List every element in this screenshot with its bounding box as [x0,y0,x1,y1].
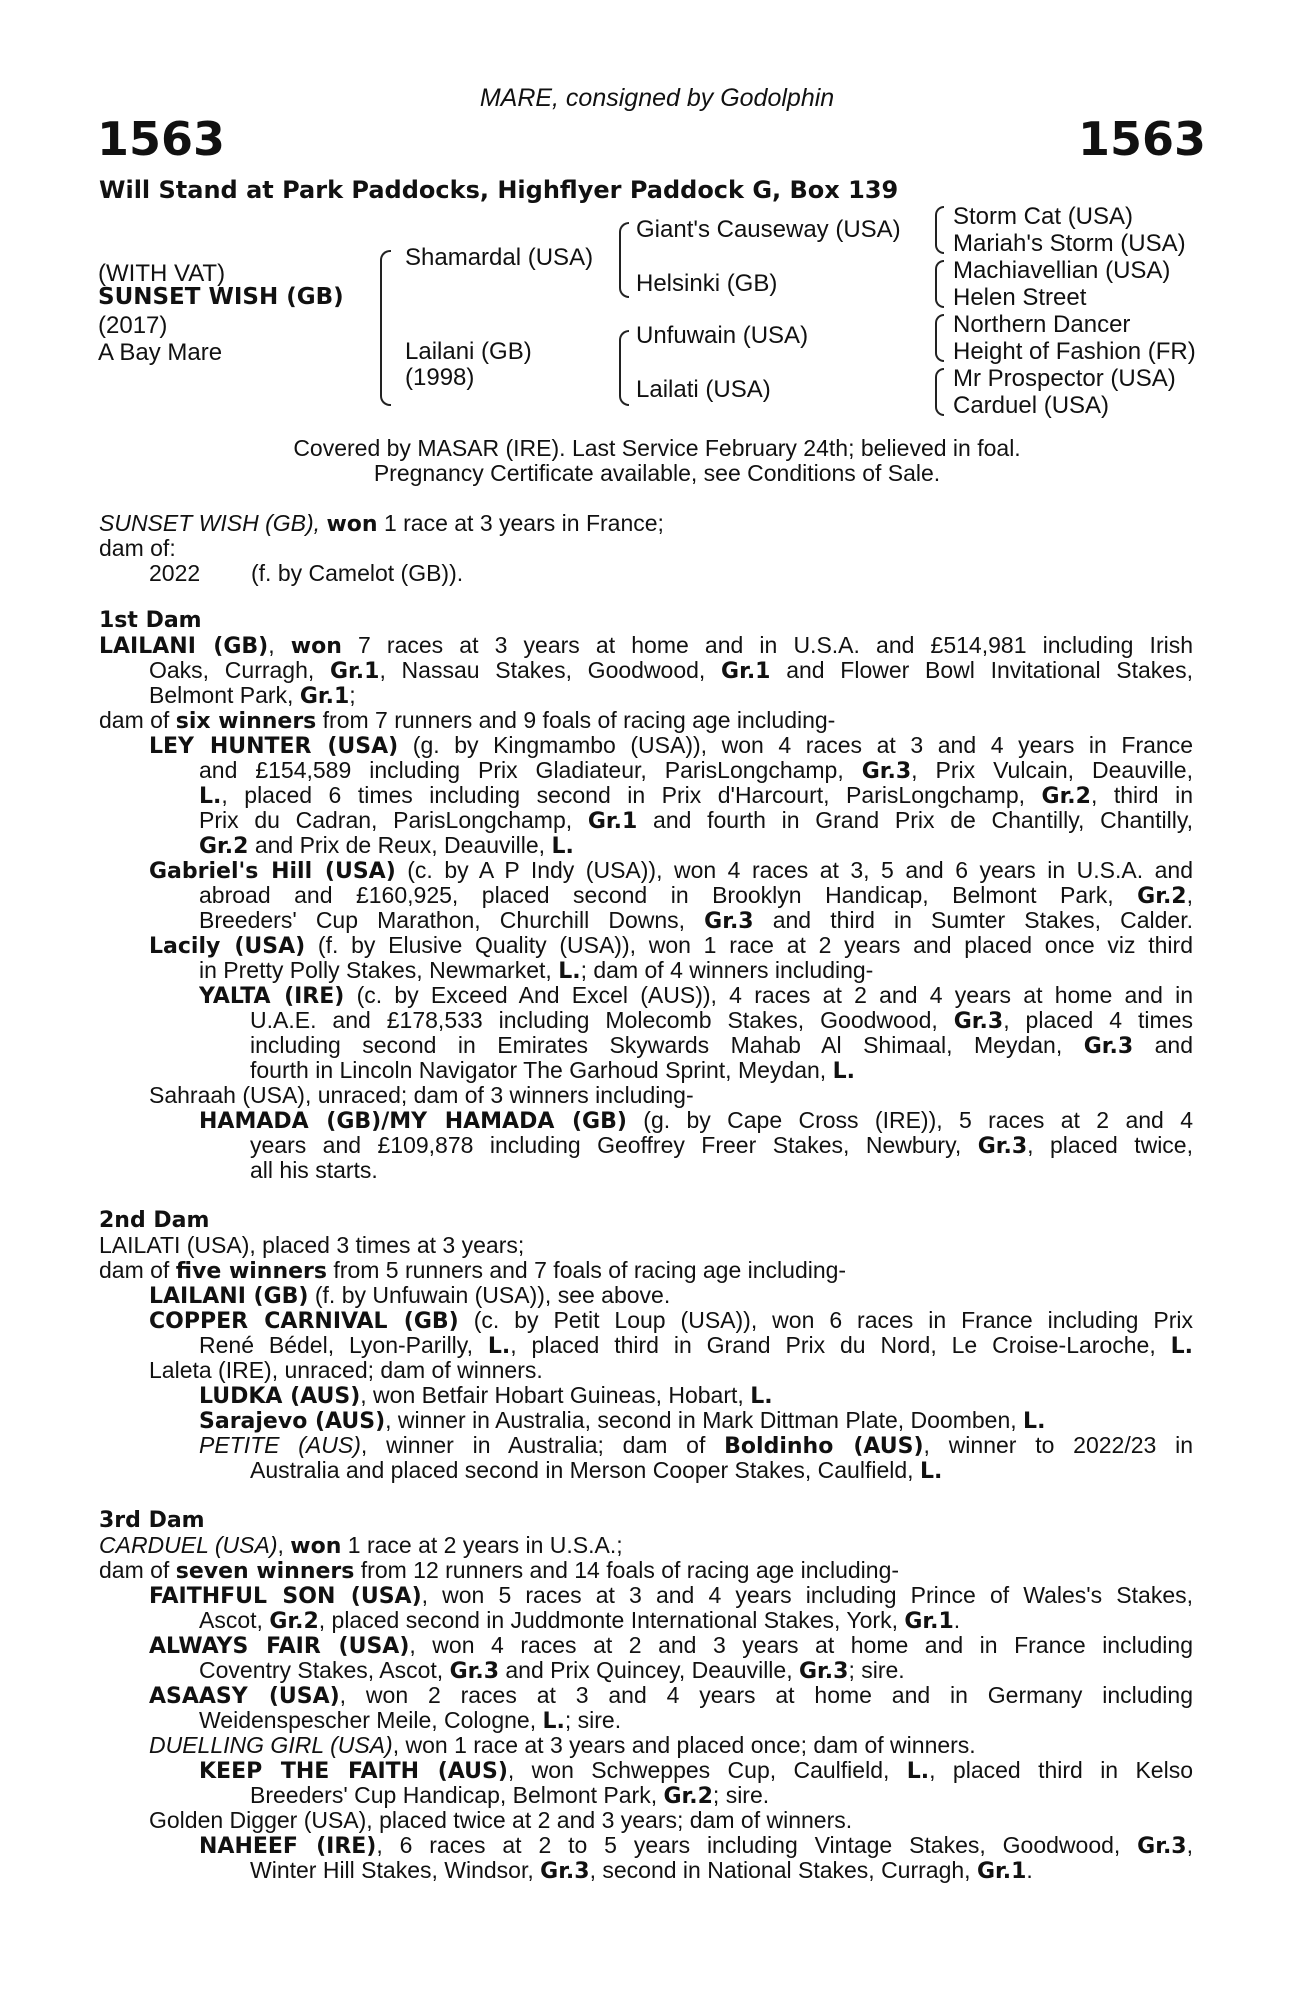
text-run: all his starts. [250,1157,378,1183]
text-run: dam of [99,707,176,733]
text-run: , third in [1090,783,1193,808]
bold-run: ASAASY (USA) [149,1684,340,1709]
first-dam-line [99,708,835,735]
text-run: and Prix de Reux, Deauville, [248,832,552,858]
mare-name: SUNSET WISH (GB), [99,510,321,536]
text-run: , 6 races at 2 to 5 years including Vintage Stakes, Goodwood, [376,1833,1138,1858]
text-run: Coventry Stakes, Ascot, [199,1657,450,1683]
second-dam-line [199,1433,1193,1460]
text-run: abroad and £160,925, placed second in Brooklyn Handicap, Belmont Park, [199,883,1138,908]
stand-location: Will Stand at Park Paddocks, Highflyer Paddock G, Box 139 [99,176,899,204]
second-dam-line [199,1408,1045,1435]
text-run: Laleta (IRE), unraced; dam of winners. [149,1357,543,1383]
ancestor-3: Machiavellian (USA) [953,257,1171,284]
text-run: , won Betfair Hobart Guineas, Hobart, [360,1382,751,1408]
text-run: , [268,633,291,658]
produce-intro [99,511,664,538]
bold-run: Gr.3 [861,759,912,784]
text-run: from 12 runners and 14 foals of racing age including- [354,1557,900,1583]
bold-run: LEY HUNTER (USA) [149,734,399,759]
pedigree-bracket-main [380,250,391,406]
third-dam-line [99,1533,623,1560]
produce-detail: (f. by Camelot (GB)). [251,560,464,586]
covered-line-2: Pregnancy Certificate available, see Conditions of Sale. [373,460,941,486]
text-run: 1 race at 2 years in U.S.A.; [341,1532,623,1558]
italic-run: DUELLING GIRL (USA) [149,1732,393,1758]
second-dam-line [149,1308,1193,1335]
bold-run: Gr.3 [977,1134,1028,1159]
bold-run: HAMADA (GB)/MY HAMADA (GB) [199,1109,627,1134]
bold-run: Gr.2 [1041,784,1091,809]
dam: Lailani (GB) [405,338,532,365]
bold-run: Gr.1 [330,659,380,684]
first-dam-line [149,658,1193,685]
text-run: ; [349,682,356,708]
text-run: Prix du Cadran, ParisLongchamp, [199,808,588,833]
first-dam-line [99,633,1193,660]
second-dam-line [149,1283,670,1310]
first-dam-line [250,1058,855,1085]
text-run: , winner in Australia; dam of [360,1433,725,1458]
text-run: , Prix Vulcain, Deauville, [911,758,1193,783]
text-run: , winner to 2022/23 in [923,1433,1193,1458]
bold-run: Sarajevo (AUS) [199,1409,386,1434]
second-dam-line [250,1458,942,1485]
first-dam-line [199,783,1193,810]
first-dam-line [149,933,1193,960]
bold-run: Gr.2 [199,834,249,859]
bold-run: Gr.3 [1083,1034,1134,1059]
bold-run: KEEP THE FAITH (AUS) [199,1759,508,1784]
second-dam-heading: 2nd Dam [99,1208,210,1233]
first-dam-line [250,1133,1193,1160]
text-run: (g. by Cape Cross (IRE)), 5 races at 2 and 4 [626,1108,1193,1133]
first-dam-line [199,958,873,985]
first-dam-line [199,983,1193,1010]
ancestor-2: Mariah's Storm (USA) [953,230,1186,257]
bold-run: L. [750,1384,773,1409]
text-run: (f. by Elusive Quality (USA)), won 1 race at 2 years and placed once viz third [305,933,1193,958]
second-dam-line [149,1358,543,1384]
first-dam-line [199,833,574,860]
bold-run: L. [1170,1334,1193,1359]
gen3-bracket-4 [935,368,944,416]
covered-line-1: Covered by MASAR (IRE). Last Service February 24th; believed in foal. [293,435,1021,461]
bold-run: Gr.1 [976,1859,1027,1884]
lot-number-right: 1563 [1077,112,1206,166]
bold-run: L. [1023,1409,1046,1434]
first-dam-line [250,1033,1193,1060]
text-run: Australia and placed second in Merson Cooper Stakes, Caulfield, [250,1457,920,1483]
first-dam-heading: 1st Dam [99,608,202,633]
text-run: , placed 4 times [1003,1008,1193,1033]
text-run: , placed third in Grand Prix du Nord, Le Croise-Laroche, [510,1333,1171,1358]
third-dam-line [149,1808,852,1834]
text-run: Breeders' Cup Marathon, Churchill Downs, [199,908,705,933]
bold-run: L. [832,1059,855,1084]
text-run: , won 5 races at 3 and 4 years including Prince of Wales's Stakes, [421,1583,1193,1608]
bold-run: NAHEEF (IRE) [199,1834,377,1859]
text-run: LAILATI (USA), placed 3 times at 3 years; [99,1232,525,1258]
lot-number-left: 1563 [97,112,226,166]
italic-run: PETITE (AUS) [199,1433,361,1458]
first-dam-line [149,1083,694,1109]
third-dam-line [149,1683,1193,1710]
bold-run: LUDKA (AUS) [199,1384,361,1409]
text-run: ; sire. [564,1707,622,1733]
bold-run: L. [551,834,574,859]
third-dam-line [149,1633,1193,1660]
ancestor-1: Storm Cat (USA) [953,203,1134,230]
third-dam-line [199,1708,621,1735]
text-run: 7 races at 3 years at home and in U.S.A. and £514,981 including Irish [341,633,1193,658]
text-run: and [1133,1033,1193,1058]
text-run: Oaks, Curragh, [149,658,330,683]
text-run: René Bédel, Lyon-Parilly, [199,1333,488,1358]
text-run: , placed second in Juddmonte International Stakes, York, [318,1607,905,1633]
text-run: ; dam of 4 winners including- [580,957,874,983]
bold-run: L. [906,1759,930,1784]
bold-run: Gr.3 [449,1659,499,1684]
text-run: and Prix Quincey, Deauville, [499,1657,799,1683]
text-run: Ascot, [199,1607,270,1633]
third-dam-line [199,1608,960,1635]
text-run: (c. by Petit Loup (USA)), won 6 races in France including Prix [458,1308,1193,1333]
bold-run: Gr.3 [1137,1834,1187,1859]
second-dam-line [199,1333,1193,1360]
text-run: U.A.E. and £178,533 including Molecomb Stakes, Goodwood, [250,1008,954,1033]
bold-run: Gr.1 [721,659,771,684]
text-run: , Nassau Stakes, Goodwood, [379,658,722,683]
text-run: , winner in Australia, second in Mark Dittman Plate, Doomben, [385,1407,1024,1433]
text-run: , placed 6 times including second in Prix d'Harcourt, ParisLongchamp, [221,783,1042,808]
text-run: , [1186,1833,1193,1858]
third-dam-line [199,1833,1193,1860]
first-dam-line [199,1108,1193,1135]
text-run: (g. by Kingmambo (USA)), won 4 races at 3 and 4 years in France [398,733,1193,758]
text-run: , second in National Stakes, Curragh, [589,1857,977,1883]
bold-run: Gr.2 [663,1784,713,1809]
bold-run: five winners [175,1259,328,1284]
bold-run: Gr.1 [904,1609,954,1634]
dam-dam: Lailati (USA) [636,376,771,403]
produce-year: 2022 [149,560,201,586]
first-dam-line [199,883,1193,910]
horse-year: (2017) [98,312,168,339]
gen3-bracket-1 [935,206,944,254]
third-dam-line [149,1583,1193,1610]
horse-name: SUNSET WISH (GB) [98,284,344,310]
first-dam-line [149,683,356,710]
bold-run: Gr.1 [299,684,350,709]
ancestor-5: Northern Dancer [953,311,1131,338]
first-dam-line [149,733,1193,760]
text-run: . [953,1607,961,1633]
text-run: years and £109,878 including Geoffrey Freer Stakes, Newbury, [250,1133,978,1158]
text-run: Golden Digger (USA), placed twice at 2 and 3 years; dam of winners. [149,1807,853,1833]
bold-run: seven winners [175,1559,355,1584]
dam-of-label: dam of: [99,535,176,561]
bold-run: ALWAYS FAIR (USA) [149,1634,410,1659]
bold-run: YALTA (IRE) [199,984,345,1009]
bold-run: Gr.3 [704,909,754,934]
dam-sire: Unfuwain (USA) [636,322,809,349]
text-run: , won 2 races at 3 and 4 years at home and in Germany including [339,1683,1193,1708]
text-run: Weidenspescher Meile, Cologne, [199,1707,543,1733]
text-run: . [1026,1857,1033,1883]
text-run: , [277,1532,291,1558]
text-run: , won 4 races at 2 and 3 years at home and in France including [409,1633,1193,1658]
race-record: 1 race at 3 years in France; [383,510,664,536]
text-run: Belmont Park, [149,682,300,708]
text-run: , won 1 race at 3 years and placed once; dam of winners. [392,1732,976,1758]
text-run: from 7 runners and 9 foals of racing age including- [316,707,836,733]
text-run: in Pretty Polly Stakes, Newmarket, [199,957,559,983]
text-run: from 5 runners and 7 foals of racing age including- [327,1257,847,1283]
bold-run: Gr.2 [1137,884,1187,909]
bold-run: Gr.3 [540,1859,590,1884]
bold-run: LAILANI (GB) [149,1284,309,1309]
text-run: , placed twice, [1027,1133,1193,1158]
first-dam-line [149,858,1193,885]
third-dam-heading: 3rd Dam [99,1508,205,1533]
first-dam-line [250,1158,378,1184]
won-label: won [326,512,378,537]
third-dam-line [199,1758,1193,1785]
text-run: , [1186,883,1193,908]
vat-note: (WITH VAT) [98,260,226,287]
bold-run: Lacily (USA) [149,934,306,959]
bold-run: six winners [175,709,317,734]
ancestor-6: Height of Fashion (FR) [953,338,1196,365]
ancestor-8: Carduel (USA) [953,392,1110,419]
text-run: ; sire. [848,1657,905,1683]
text-run: , placed third in Kelso [929,1758,1193,1783]
bold-run: Gr.3 [953,1009,1004,1034]
bold-run: L. [542,1709,565,1734]
text-run: dam of [99,1257,176,1283]
bold-run: L. [487,1334,511,1359]
bold-run: won [290,634,342,659]
text-run: (c. by Exceed And Excel (AUS)), 4 races at 2 and 4 years at home and in [344,983,1193,1008]
sire: Shamardal (USA) [405,244,594,271]
dam-year: (1998) [405,364,475,391]
text-run: fourth in Lincoln Navigator The Garhoud Sprint, Meydan, [250,1057,833,1083]
text-run: and £154,589 including Prix Gladiateur, ParisLongchamp, [199,758,862,783]
bold-run: Gr.2 [269,1609,319,1634]
bold-run: L. [199,784,222,809]
bold-run: Boldinho (AUS) [724,1434,924,1459]
bold-run: won [290,1534,342,1559]
second-dam-line [99,1258,846,1285]
first-dam-line [199,908,1193,935]
third-dam-line [250,1783,769,1810]
third-dam-line [99,1558,899,1585]
text-run: Sahraah (USA), unraced; dam of 3 winners including- [149,1082,694,1108]
first-dam-line [199,808,1193,835]
bold-run: Gr.3 [799,1659,849,1684]
sire-dam: Helsinki (GB) [636,270,778,297]
text-run: dam of [99,1557,176,1583]
bold-run: Gr.1 [587,809,638,834]
bold-run: FAITHFUL SON (USA) [149,1584,422,1609]
sire-sire: Giant's Causeway (USA) [636,216,901,243]
second-dam-line [199,1383,773,1410]
text-run: , won Schweppes Cup, Caulfield, [507,1758,907,1783]
text-run: (c. by A P Indy (USA)), won 4 races at 3, 5 and 6 years in U.S.A. and [395,858,1193,883]
gen3-bracket-2 [935,260,944,308]
horse-description: A Bay Mare [98,339,223,366]
ancestor-7: Mr Prospector (USA) [953,365,1176,392]
bold-run: L. [919,1459,943,1484]
bold-run: L. [558,959,581,984]
sire-bracket [619,222,629,298]
second-dam-line [99,1233,524,1259]
third-dam-line [250,1858,1033,1885]
bold-run: Gabriel's Hill (USA) [149,859,396,884]
bold-run: COPPER CARNIVAL (GB) [149,1309,459,1334]
ancestor-4: Helen Street [953,284,1087,311]
text-run: (f. by Unfuwain (USA)), see above. [308,1282,671,1308]
gen3-bracket-3 [935,314,944,362]
text-run: and Flower Bowl Invitational Stakes, [770,658,1193,683]
dam-bracket [619,330,629,406]
text-run: Winter Hill Stakes, Windsor, [250,1857,541,1883]
text-run: including second in Emirates Skywards Mahab Al Shimaal, Meydan, [250,1033,1084,1058]
italic-run: CARDUEL (USA) [99,1532,278,1558]
text-run: and fourth in Grand Prix de Chantilly, Chantilly, [637,808,1193,833]
third-dam-line [199,1658,905,1685]
text-run: and third in Sumter Stakes, Calder. [753,908,1193,933]
first-dam-line [250,1008,1193,1035]
third-dam-line [149,1733,976,1759]
text-run: ; sire. [712,1782,770,1808]
first-dam-line [199,758,1193,785]
consignment-line: MARE, consigned by Godolphin [479,84,835,112]
bold-run: LAILANI (GB) [99,634,269,659]
text-run: Breeders' Cup Handicap, Belmont Park, [250,1782,664,1808]
